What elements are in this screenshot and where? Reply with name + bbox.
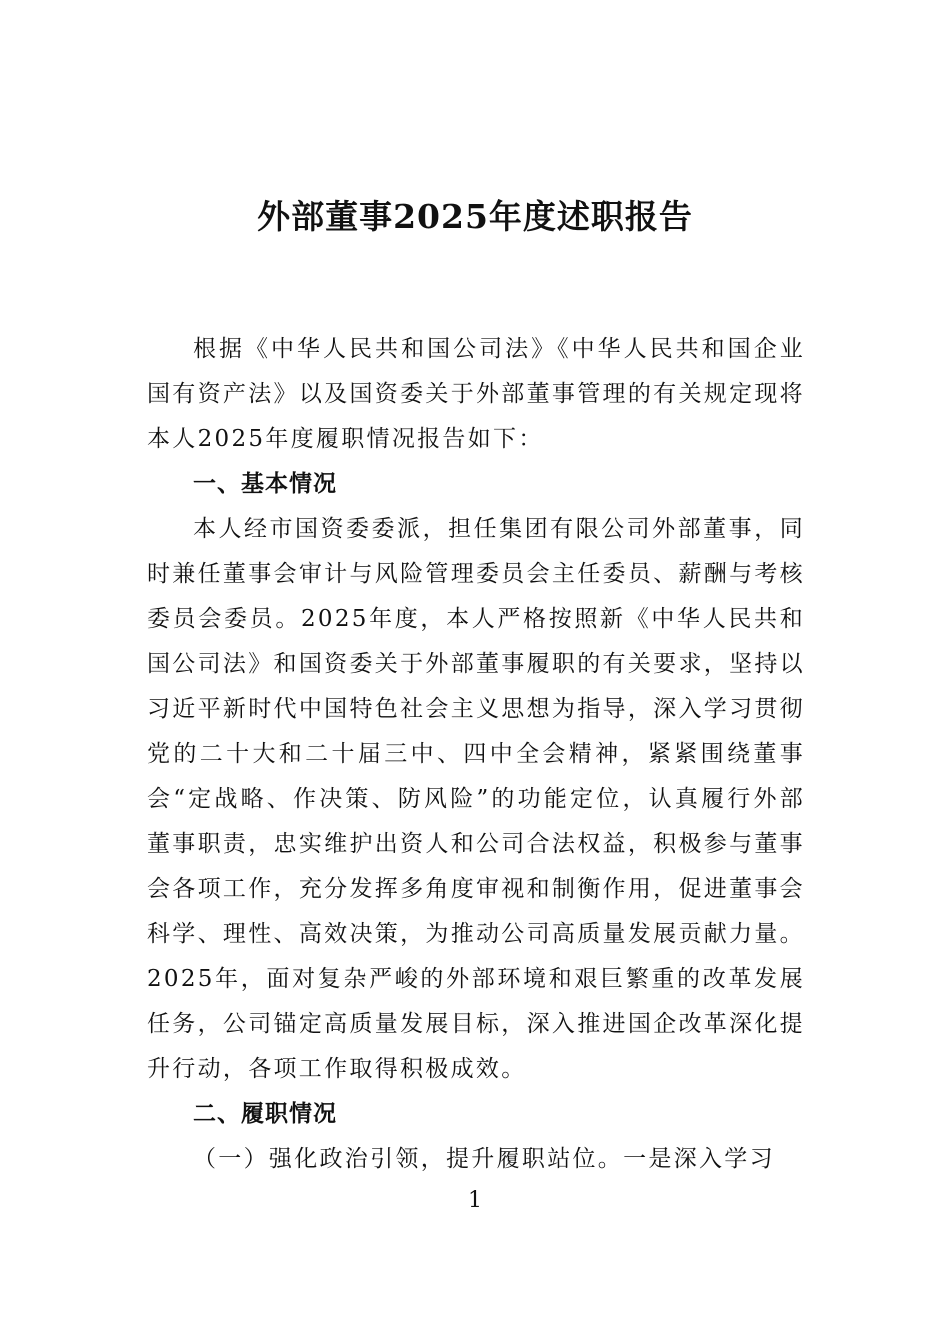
- duties-subsection-paragraph: （一）强化政治引领，提升履职站位。一是深入学习: [193, 1146, 775, 1172]
- basic-info-paragraph: 本人经市国资委委派，担任集团有限公司外部董事，同时兼任董事会审计与风险管理委员会主任委员、薪酬与考核委员会委员。2025年度，本人严格按照新《中华人民共和国公司法》和国资委关于外部董事履职的有关要求，坚持以习近平新时代中国特色社会主义思想为指导，深入学习贯彻党的二十大和二十届三中、四中全会精神，紧紧围绕董事会“定战略、作决策、防风险”的功能定位，认真履行外部董事职责，忠实维护出资人和公司合法权益，积极参与董事会各项工作，充分发挥多角度审视和制衡作用，促进董事会科学、理性、高效决策，为推动公司高质量发展贡献力量。2025年，面对复杂严峻的外部环境和艰巨繁重的改革发展任务，公司锚定高质量发展目标，深入推进国企改革深化提升行动，各项工作取得积极成效。: [147, 516, 805, 1082]
- page-number: 1: [468, 1188, 482, 1213]
- document-body: [147, 327, 805, 1182]
- section-heading-basic: 一、基本情况: [193, 471, 337, 497]
- document-title: 外部董事2025年度述职报告: [257, 197, 693, 236]
- section-heading-duties: 二、履职情况: [193, 1101, 337, 1127]
- intro-paragraph: 根据《中华人民共和国公司法》《中华人民共和国企业国有资产法》以及国资委关于外部董事管理的有关规定现将本人2025年度履职情况报告如下：: [147, 336, 805, 452]
